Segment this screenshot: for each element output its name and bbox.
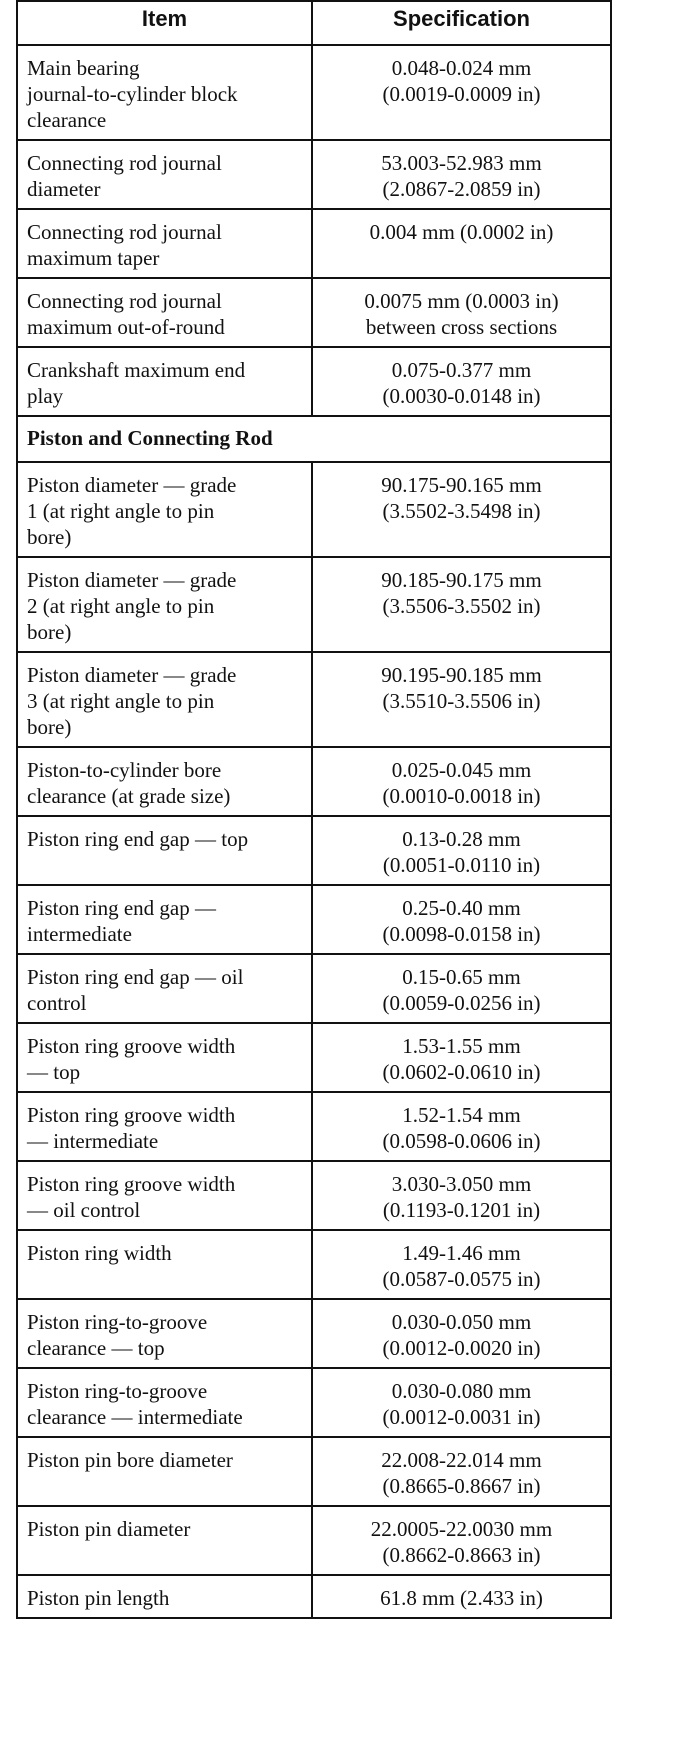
specification-cell [312,816,611,885]
specification-text-line: 1.52-1.54 mm [402,1103,521,1127]
item-text-line: — oil control [27,1198,141,1222]
item-text-line: 3 (at right angle to pin [27,689,215,713]
specification-text-line: (0.0012-0.0031 in) [382,1405,541,1429]
specification-text-line: (0.0602-0.0610 in) [382,1060,541,1084]
specification-text-line: (0.0019-0.0009 in) [382,82,541,106]
specification-text-line: 0.25-0.40 mm [402,896,521,920]
table-row [17,347,611,416]
item-cell [17,747,312,816]
specification-cell [312,1437,611,1506]
specification-cell [312,747,611,816]
section-title: Piston and Connecting Rod [17,416,611,462]
item-cell [17,954,312,1023]
item-text-line: Connecting rod journal [27,151,222,175]
table-row [17,557,611,652]
item-text-line: maximum taper [27,246,160,270]
table-row [17,1230,611,1299]
table-row [17,885,611,954]
item-text-line: play [27,384,64,408]
table-body-top [17,45,611,416]
item-cell [17,1575,312,1618]
specification-cell [312,45,611,140]
table-row [17,1437,611,1506]
item-cell [17,45,312,140]
table-row [17,747,611,816]
table-row [17,1575,611,1618]
specification-text-line: 61.8 mm (2.433 in) [380,1586,543,1610]
specification-text-line: 90.195-90.185 mm [381,663,542,687]
item-cell [17,1437,312,1506]
specification-cell [312,954,611,1023]
specification-text-line: 0.048-0.024 mm [391,56,532,80]
table-row [17,45,611,140]
specification-cell [312,557,611,652]
specification-text-line: (0.1193-0.1201 in) [382,1198,541,1222]
document-page [16,0,688,1619]
item-text-line: Piston diameter — grade [27,568,237,592]
item-cell [17,652,312,747]
specification-text-line: between cross sections [365,315,558,339]
specification-cell [312,1368,611,1437]
item-text-line: Piston ring-to-groove [27,1379,208,1403]
specification-cell [312,278,611,347]
specification-cell [312,1092,611,1161]
item-cell [17,816,312,885]
item-text-line: diameter [27,177,101,201]
item-cell [17,140,312,209]
specification-cell [312,1299,611,1368]
specification-text-line: 1.49-1.46 mm [402,1241,521,1265]
specification-text-line: 90.185-90.175 mm [381,568,542,592]
specification-text-line: (0.0098-0.0158 in) [382,922,541,946]
item-cell [17,1299,312,1368]
table-row [17,954,611,1023]
item-text-line: Piston ring end gap — oil [27,965,244,989]
item-text-line: Crankshaft maximum end [27,358,246,382]
specification-text-line: (0.0587-0.0575 in) [382,1267,541,1291]
item-cell [17,1506,312,1575]
item-text-line: Piston ring end gap — top [27,827,249,851]
section-row [17,416,611,462]
item-text-line: bore) [27,620,72,644]
item-text-line: Piston pin length [27,1586,170,1610]
table-row [17,1299,611,1368]
specification-cell [312,209,611,278]
item-cell [17,1161,312,1230]
item-text-line: clearance — top [27,1336,165,1360]
table-row [17,462,611,557]
item-text-line: Connecting rod journal [27,220,222,244]
table-row [17,1368,611,1437]
specification-cell [312,1230,611,1299]
specification-cell [312,652,611,747]
table-row [17,652,611,747]
item-text-line: control [27,991,87,1015]
specification-text-line: 0.13-0.28 mm [402,827,521,851]
specification-text-line: 53.003-52.983 mm [381,151,542,175]
table-row [17,278,611,347]
item-cell [17,347,312,416]
item-text-line: Piston ring groove width [27,1034,236,1058]
item-text-line: Piston ring end gap — [27,896,216,920]
item-column-header: Item [17,1,312,45]
specification-table [16,0,612,1619]
table-row [17,816,611,885]
specification-cell [312,1575,611,1618]
specification-text-line: (3.5506-3.5502 in) [382,594,541,618]
item-text-line: maximum out-of-round [27,315,225,339]
specification-text-line: 0.0075 mm (0.0003 in) [364,289,559,313]
specification-text-line: 3.030-3.050 mm [391,1172,532,1196]
specification-text-line: 1.53-1.55 mm [402,1034,521,1058]
specification-cell [312,462,611,557]
specification-text-line: (0.0059-0.0256 in) [382,991,541,1015]
item-text-line: Piston ring groove width [27,1103,236,1127]
item-text-line: clearance [27,108,107,132]
specification-cell [312,347,611,416]
item-cell [17,885,312,954]
section-block [17,416,611,462]
specification-text-line: (0.0030-0.0148 in) [382,384,541,408]
table-row [17,1023,611,1092]
item-text-line: 1 (at right angle to pin [27,499,215,523]
specification-cell [312,1161,611,1230]
item-text-line: Piston ring-to-groove [27,1310,208,1334]
specification-text-line: 0.030-0.080 mm [391,1379,532,1403]
specification-cell [312,885,611,954]
item-text-line: Piston pin bore diameter [27,1448,233,1472]
item-text-line: clearance (at grade size) [27,784,231,808]
specification-text-line: 0.075-0.377 mm [391,358,532,382]
specification-text-line: (2.0867-2.0859 in) [382,177,541,201]
item-text-line: journal-to-cylinder block [27,82,238,106]
item-text-line: Main bearing [27,56,140,80]
table-row [17,1092,611,1161]
item-cell [17,462,312,557]
item-text-line: Piston pin diameter [27,1517,191,1541]
specification-cell [312,1023,611,1092]
specification-text-line: (0.8665-0.8667 in) [382,1474,541,1498]
specification-text-line: (0.0012-0.0020 in) [382,1336,541,1360]
specification-text-line: (3.5510-3.5506 in) [382,689,541,713]
specification-text-line: 22.008-22.014 mm [381,1448,542,1472]
item-cell [17,1023,312,1092]
table-row [17,140,611,209]
table-row [17,1161,611,1230]
specification-cell [312,140,611,209]
specification-text-line: 0.025-0.045 mm [391,758,532,782]
specification-text-line: (0.0010-0.0018 in) [382,784,541,808]
table-row [17,1506,611,1575]
item-cell [17,1230,312,1299]
specification-text-line: (3.5502-3.5498 in) [382,499,541,523]
specification-text-line: (0.0051-0.0110 in) [382,853,541,877]
item-text-line: Piston diameter — grade [27,663,237,687]
specification-text-line: (0.0598-0.0606 in) [382,1129,541,1153]
item-text-line: Piston-to-cylinder bore [27,758,222,782]
item-text-line: Piston ring width [27,1241,172,1265]
item-cell [17,278,312,347]
specification-text-line: 0.030-0.050 mm [391,1310,532,1334]
item-text-line: Piston ring groove width [27,1172,236,1196]
header-row [17,1,611,45]
table-body-section [17,462,611,1618]
specification-text-line: 0.15-0.65 mm [402,965,521,989]
item-cell [17,557,312,652]
table-row [17,209,611,278]
item-text-line: — intermediate [27,1129,159,1153]
item-text-line: Piston diameter — grade [27,473,237,497]
item-text-line: bore) [27,715,72,739]
specification-text-line: 90.175-90.165 mm [381,473,542,497]
specification-text-line: (0.8662-0.8663 in) [382,1543,541,1567]
item-cell [17,1092,312,1161]
specification-text-line: 22.0005-22.0030 mm [370,1517,553,1541]
item-text-line: bore) [27,525,72,549]
item-text-line: clearance — intermediate [27,1405,243,1429]
item-cell [17,209,312,278]
specification-cell [312,1506,611,1575]
item-text-line: 2 (at right angle to pin [27,594,215,618]
item-text-line: Connecting rod journal [27,289,222,313]
item-cell [17,1368,312,1437]
item-text-line: intermediate [27,922,132,946]
item-text-line: — top [27,1060,81,1084]
specification-text-line: 0.004 mm (0.0002 in) [369,220,554,244]
specification-column-header: Specification [312,1,611,45]
